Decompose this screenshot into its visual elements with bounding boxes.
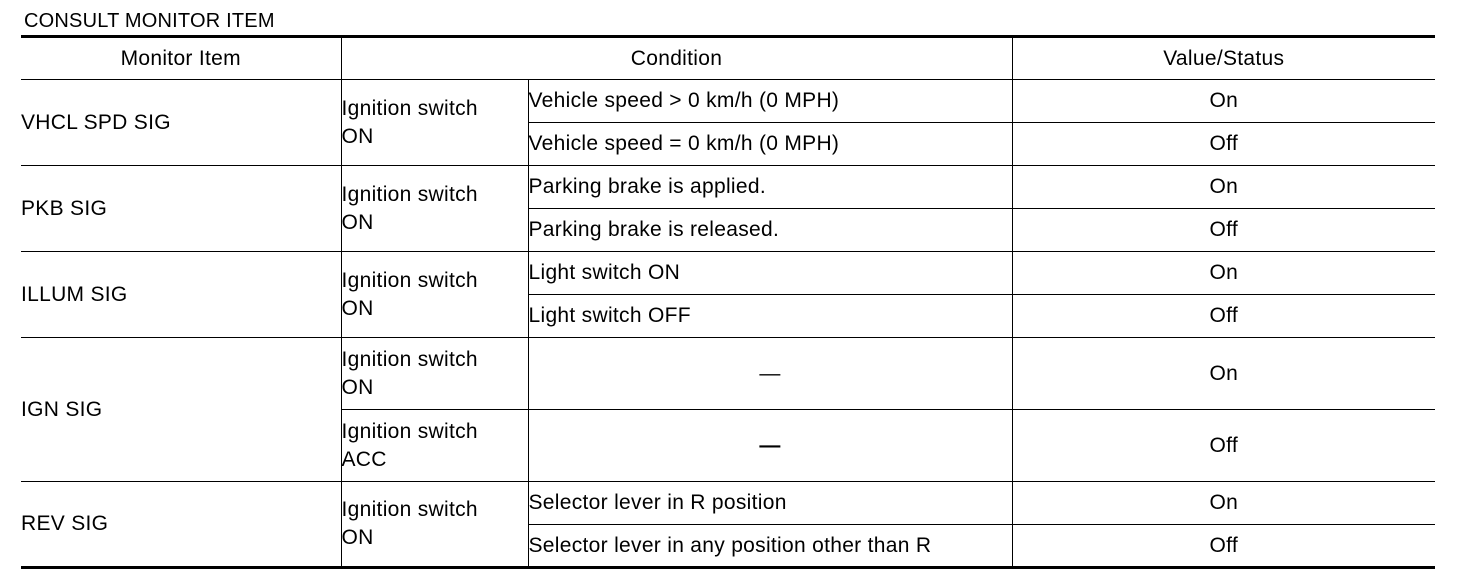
value-status-cell: On <box>1012 338 1435 410</box>
value-status-cell: On <box>1012 252 1435 295</box>
condition-detail-cell: Parking brake is released. <box>528 209 1012 252</box>
condition-detail-cell: Parking brake is applied. <box>528 166 1012 209</box>
table-row <box>21 80 1435 123</box>
header-condition: Condition <box>341 37 1012 80</box>
value-status-cell: Off <box>1012 410 1435 482</box>
condition-detail-cell: Selector lever in any position other than R <box>528 525 1012 568</box>
monitor-item-cell: IGN SIG <box>21 338 341 482</box>
condition-dash-cell: — <box>528 410 1012 482</box>
monitor-item-cell: VHCL SPD SIG <box>21 80 341 166</box>
table-row <box>21 252 1435 295</box>
condition-detail-cell: Vehicle speed = 0 km/h (0 MPH) <box>528 123 1012 166</box>
condition-primary-cell: Ignition switch ON <box>341 166 528 252</box>
value-status-cell: On <box>1012 80 1435 123</box>
header-monitor-item: Monitor Item <box>21 37 341 80</box>
condition-detail-cell: Light switch OFF <box>528 295 1012 338</box>
monitor-item-cell: PKB SIG <box>21 166 341 252</box>
value-status-cell: Off <box>1012 295 1435 338</box>
value-status-cell: On <box>1012 482 1435 525</box>
value-status-cell: Off <box>1012 525 1435 568</box>
table-row <box>21 166 1435 209</box>
condition-primary-cell: Ignition switch ON <box>341 252 528 338</box>
value-status-cell: On <box>1012 166 1435 209</box>
condition-primary-cell: Ignition switch ON <box>341 482 528 568</box>
monitor-item-cell: REV SIG <box>21 482 341 568</box>
header-value-status: Value/Status <box>1012 37 1435 80</box>
condition-detail-cell: Selector lever in R position <box>528 482 1012 525</box>
condition-detail-cell: Vehicle speed > 0 km/h (0 MPH) <box>528 80 1012 123</box>
condition-primary-cell: Ignition switch ACC <box>341 410 528 482</box>
consult-monitor-table <box>21 35 1435 569</box>
condition-primary-cell: Ignition switch ON <box>341 80 528 166</box>
page-title: CONSULT MONITOR ITEM <box>24 10 275 32</box>
table-row <box>21 338 1435 410</box>
value-status-cell: Off <box>1012 123 1435 166</box>
condition-detail-cell: Light switch ON <box>528 252 1012 295</box>
condition-dash-cell: — <box>528 338 1012 410</box>
table-row <box>21 482 1435 525</box>
condition-primary-cell: Ignition switch ON <box>341 338 528 410</box>
value-status-cell: Off <box>1012 209 1435 252</box>
header-row <box>21 37 1435 80</box>
monitor-item-cell: ILLUM SIG <box>21 252 341 338</box>
